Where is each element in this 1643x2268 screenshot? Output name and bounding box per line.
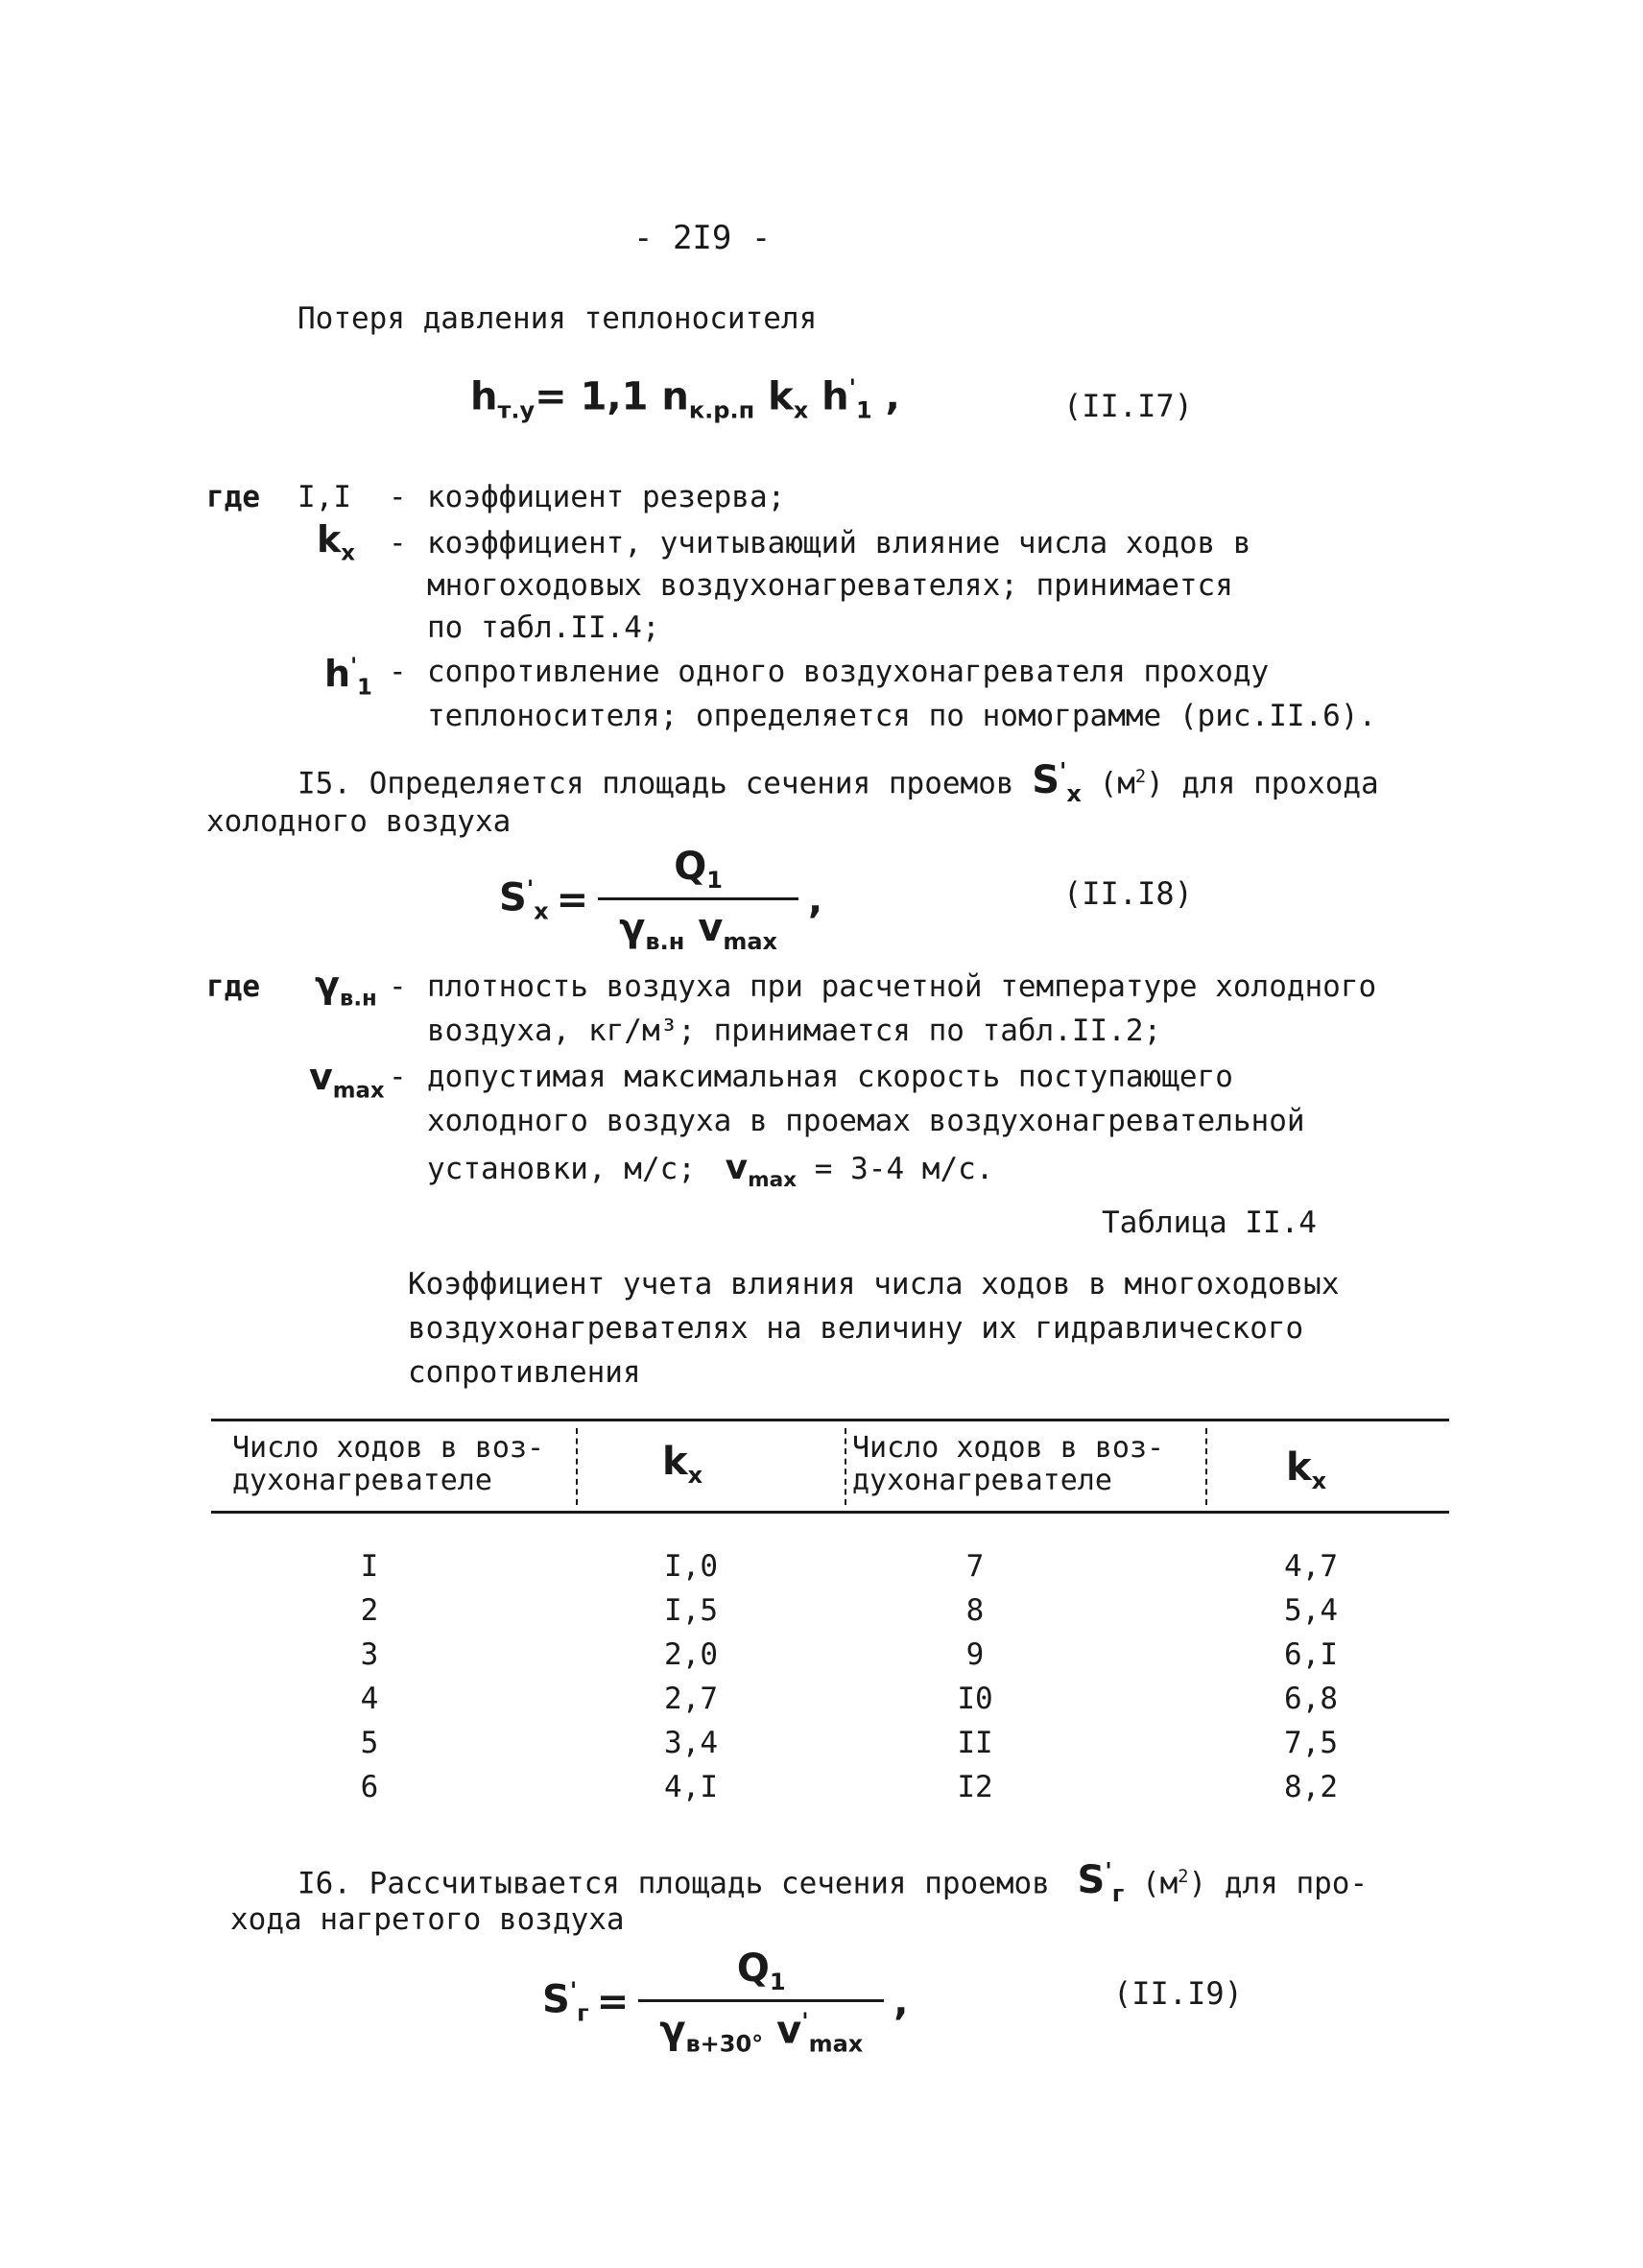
table-label: Таблица II.4 bbox=[1102, 1206, 1317, 1240]
where2-text-1a: плотность воздуха при расчетной температуре холодного bbox=[427, 969, 1377, 1004]
table-cell: II bbox=[957, 1726, 993, 1760]
where2-symbol-1: $\gamma_{в.н}$ bbox=[315, 964, 377, 1012]
table-header-col2: $k_х$ bbox=[662, 1440, 703, 1489]
table-divider-3 bbox=[1205, 1428, 1207, 1505]
table-header-col3: Число ходов в воз- духонагревателе bbox=[852, 1431, 1165, 1497]
where1-text-2b: многоходовых воздухонагревателях; принимается bbox=[427, 568, 1233, 603]
table-caption-line-2: воздухонагревателях на величину их гидравлического bbox=[408, 1311, 1304, 1346]
table-cell: 4 bbox=[360, 1682, 379, 1716]
eq17-trail: , bbox=[871, 374, 900, 419]
eq17-k-sub: х bbox=[793, 396, 809, 424]
table-cell: 6,8 bbox=[1284, 1682, 1338, 1716]
table-cell: 2,7 bbox=[664, 1682, 718, 1716]
table-cell: 2,0 bbox=[664, 1637, 718, 1672]
eq17-h-sup: ' bbox=[848, 374, 856, 401]
paragraph-15-line-1: I5. Определяется площадь сечения проемов $S'_х$ $(м^2)$ для прохода bbox=[298, 758, 1379, 808]
table-cell: 3,4 bbox=[664, 1726, 718, 1760]
table-cell: 3 bbox=[360, 1637, 379, 1672]
table-cell: 7 bbox=[965, 1549, 985, 1584]
table-cell: 5 bbox=[360, 1726, 379, 1760]
eq17-lhs-sub: т.у bbox=[497, 396, 536, 424]
where2-text-2a: допустимая максимальная скорость поступающего bbox=[427, 1060, 1233, 1094]
table-caption-line-1: Коэффициент учета влияния числа ходов в многоходовых bbox=[408, 1267, 1340, 1301]
table-cell: 9 bbox=[965, 1637, 985, 1672]
table-cell: I,0 bbox=[664, 1549, 718, 1584]
where1-text-3b: теплоносителя; определяется по номограмме (рис.II.6). bbox=[427, 699, 1377, 733]
table-cell: 4,I bbox=[664, 1770, 718, 1804]
eq17-k: k bbox=[754, 374, 794, 419]
where2-text-1b: воздуха, кг/м³; принимается по табл.II.2; bbox=[427, 1014, 1162, 1048]
eq17-coef: = 1,1 n bbox=[535, 374, 689, 419]
page-number: - 2I9 - bbox=[633, 219, 772, 257]
where1-text-2c: по табл.II.4; bbox=[427, 610, 660, 645]
equation-ii-18: $S'_х$ = $\frac{Q_1}{\gamma_{в.н} v_{max}}$ , bbox=[499, 845, 823, 955]
where2-dash-2: - bbox=[389, 1060, 407, 1094]
where1-symbol-2: $k_х$ bbox=[317, 518, 355, 566]
table-cell: I0 bbox=[957, 1682, 993, 1716]
pressure-loss-heading: Потеря давления теплоносителя bbox=[298, 301, 818, 336]
equation-number-ii-17: (II.I7) bbox=[1063, 388, 1193, 424]
table-header-col1: Число ходов в воз- духонагревателе bbox=[232, 1431, 545, 1497]
table-cell: 5,4 bbox=[1284, 1593, 1338, 1628]
table-cell: I,5 bbox=[664, 1593, 718, 1628]
table-divider-2 bbox=[845, 1428, 846, 1505]
eq17-h-sub: 1 bbox=[855, 396, 872, 424]
where2-text-2b: холодного воздуха в проемах воздухонагревательной bbox=[427, 1104, 1305, 1138]
where1-symbol-3: $h'_1$ bbox=[324, 653, 372, 701]
table-cell: 8,2 bbox=[1284, 1770, 1338, 1804]
table-cell: I2 bbox=[957, 1770, 993, 1804]
table-cell: 2 bbox=[360, 1593, 379, 1628]
table-cell: 8 bbox=[965, 1593, 985, 1628]
paragraph-15-line-2: холодного воздуха bbox=[206, 804, 512, 839]
where1-text-1: коэффициент резерва; bbox=[427, 480, 786, 514]
table-cell: 4,7 bbox=[1284, 1549, 1338, 1584]
table-cell: 6,I bbox=[1284, 1637, 1338, 1672]
paragraph-16-line-2: хода нагретого воздуха bbox=[230, 1902, 625, 1937]
equation-ii-19: $S'_г$ = $\frac{Q_1}{\gamma_{в+30^\circ} v'_{max}}$ , bbox=[542, 1946, 909, 2058]
where1-text-3a: сопротивление одного воздухонагревателя проходу bbox=[427, 655, 1270, 689]
where-label-2: где bbox=[206, 969, 260, 1004]
paragraph-16-line-1: I6. Рассчитывается площадь сечения проемов $S'_г$ $(м^2)$ для про- bbox=[298, 1858, 1369, 1908]
table-cell: 6 bbox=[360, 1770, 379, 1804]
table-cell: 7,5 bbox=[1284, 1726, 1338, 1760]
equation-number-ii-18: (II.I8) bbox=[1063, 875, 1193, 912]
where-label-1: где bbox=[206, 480, 260, 514]
table-header-col4: $k_х$ bbox=[1286, 1445, 1327, 1494]
table-header-rule bbox=[211, 1511, 1449, 1514]
table-divider-1 bbox=[576, 1428, 578, 1505]
where1-dash-3: - bbox=[389, 655, 407, 689]
table-cell: I bbox=[360, 1549, 379, 1584]
where2-dash-1: - bbox=[389, 969, 407, 1004]
eq17-n-sub: к.р.п bbox=[688, 396, 755, 424]
where2-symbol-2: $v_{max}$ bbox=[309, 1056, 385, 1104]
where1-text-2a: коэффициент, учитывающий влияние числа ходов в bbox=[427, 526, 1251, 561]
where1-symbol-1: I,I bbox=[298, 480, 351, 514]
where2-text-2c: установки, м/с; $v_{max} = 3-4$ м/с. bbox=[427, 1148, 994, 1193]
table-top-rule bbox=[211, 1419, 1449, 1421]
eq17-lhs: h bbox=[470, 374, 498, 419]
where1-dash-2: - bbox=[389, 526, 407, 561]
eq17-h: h bbox=[808, 374, 849, 419]
equation-number-ii-19: (II.I9) bbox=[1113, 1975, 1243, 2012]
where1-dash-1: - bbox=[389, 480, 407, 514]
equation-ii-17 bbox=[470, 374, 900, 423]
table-caption-line-3: сопротивления bbox=[408, 1355, 641, 1390]
